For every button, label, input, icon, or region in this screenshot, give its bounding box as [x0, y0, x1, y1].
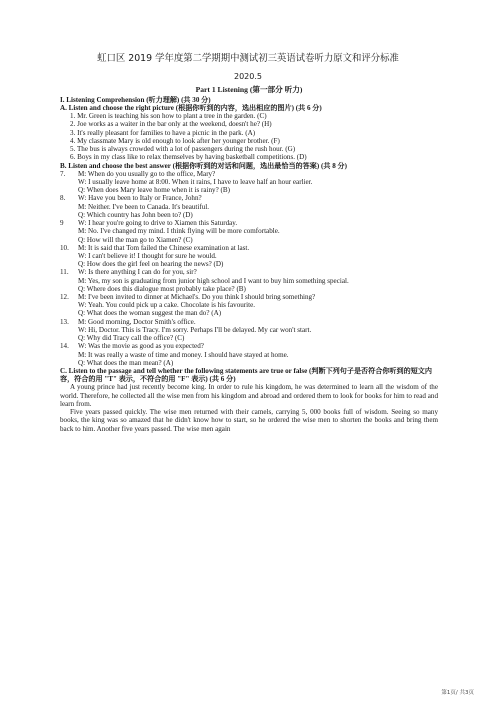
dialogue-line: M: It is said that Tom failed the Chinese examination at last. — [78, 243, 250, 252]
dialogue-line: W: I hear you're going to drive to Xiamen this Saturday. — [78, 219, 238, 228]
question-block — [60, 318, 438, 343]
section-i-heading: I. Listening Comprehension (听力理解) (共 30 分) — [60, 95, 211, 104]
question-line: Q: Why did Tracy call the office? (C) — [78, 334, 185, 343]
question-block — [60, 342, 438, 367]
question-line: Q: Which country has John been to? (D) — [78, 210, 193, 219]
question-block — [60, 293, 438, 318]
question-number: 13. — [60, 317, 69, 326]
list-item: 2. Joe works as a waiter in the bar only at the weekend, doesn't he? (H) — [70, 120, 272, 129]
list-item: 3. It's really pleasant for families to have a picnic in the park. (A) — [70, 128, 256, 137]
dialogue-line: M: When do you usually go to the office, Mary? — [78, 169, 216, 178]
question-number: 7. — [60, 169, 66, 178]
dialogue-line: W: Is there anything I can do for you, sir? — [78, 268, 197, 277]
question-number: 9 — [60, 219, 64, 228]
section-b-heading: B. Listen and choose the best answer (根据你听到的对话和问题，选出最恰当的答案) (共 8 分) — [60, 161, 347, 170]
dialogue-line: M: Neither. I've been to Canada. It's beautiful. — [78, 202, 209, 211]
section-c-heading: C. Listen to the passage and tell whether the following statements are true or false (判断下列句子是否符合你听到的短文内容，符合的用 "T" 表示，不符合的用 "F" 表示) (共 6 分) — [60, 367, 432, 384]
list-item: 4. My classmate Mary is old enough to look after her younger brother. (F) — [70, 136, 280, 145]
document-date: 2020.5 — [234, 72, 262, 81]
dialogue-line: W: Was the movie as good as you expected? — [78, 342, 204, 351]
question-line: Q: Where does this dialogue most probably take place? (B) — [78, 284, 246, 293]
question-line: Q: When does Mary leave home when it is rainy? (B) — [78, 186, 230, 195]
dialogue-line: W: I usually leave home at 8:00. When it rains, I have to leave half an hour earlier. — [78, 177, 313, 186]
question-line: Q: What does the woman suggest the man do? (A) — [78, 309, 222, 318]
dialogue-line: M: Good morning, Doctor Smith's office. — [78, 317, 196, 326]
document-title: 虹口区 2019 学年度第二学期期中测试初三英语试卷听力原文和评分标准 — [97, 53, 399, 64]
list-item: 5. The bus is always crowded with a lot of passengers during the rush hour. (G) — [70, 145, 296, 154]
dialogue-line: M: I've been invited to dinner at Michael's. Do you think I should bring something? — [78, 293, 316, 302]
question-line: Q: What does the man mean? (A) — [78, 358, 174, 367]
passage-paragraph: Five years passed quickly. The wise men returned with their camels, carrying 5, 000 books full of wisdom. Seeing so many books, the king was so amazed that he didn't know how to start, so he ordered the wise men to shorten the books and bring them back to him. Another five years passed. The wise men again — [60, 408, 438, 433]
section-b-questions — [60, 170, 438, 367]
question-block — [60, 194, 438, 219]
passage-paragraph: A young prince had just recently become king. In order to rule his kingdom, he was determined to learn all the wisdom of the world. Therefore, he collected all the wise men from his kingdom and abroad and ordered them to look for books for him to read and learn from. — [60, 383, 438, 408]
part-heading: Part 1 Listening (第一部分 听力) — [195, 85, 303, 94]
list-item: 1. Mr. Green is teaching his son how to plant a tree in the garden. (C) — [70, 112, 267, 121]
section-a-items — [60, 112, 438, 161]
question-number: 11. — [60, 268, 69, 277]
question-block — [60, 244, 438, 269]
question-number: 14. — [60, 342, 69, 351]
dialogue-line: W: Have you been to Italy or France, John? — [78, 194, 202, 203]
dialogue-line: M: Yes, my son is graduating from junior high school and I want to buy him something special. — [78, 276, 349, 285]
page-number: 第1页/ 共3页 — [441, 690, 474, 696]
dialogue-line: W: Yeah. You could pick up a cake. Chocolate is his favourite. — [78, 301, 256, 310]
dialogue-line: M: It was really a waste of time and money. I should have stayed at home. — [78, 350, 289, 359]
dialogue-line: W: I can't believe it! I thought for sure he would. — [78, 251, 217, 260]
question-line: Q: How does the girl feel on hearing the news? (D) — [78, 260, 224, 269]
list-item: 6. Boys in my class like to relax themselves by having basketball competitions. (D) — [70, 153, 307, 162]
question-number: 10. — [60, 243, 69, 252]
question-block — [60, 219, 438, 244]
dialogue-line: W: Hi, Doctor. This is Tracy. I'm sorry. Perhaps I'll be delayed. My car won't start. — [78, 325, 312, 334]
question-line: Q: How will the man go to Xiamen? (C) — [78, 235, 193, 244]
dialogue-line: M: No. I've changed my mind. I think flying will be more comfortable. — [78, 227, 280, 236]
document-body — [60, 86, 438, 433]
question-number: 12. — [60, 293, 69, 302]
question-number: 8. — [60, 194, 66, 203]
section-a-heading: A. Listen and choose the right picture (根据你听到的内容，选出相应的图片) (共 6 分) — [60, 104, 322, 113]
question-block — [60, 170, 438, 195]
question-block — [60, 268, 438, 293]
